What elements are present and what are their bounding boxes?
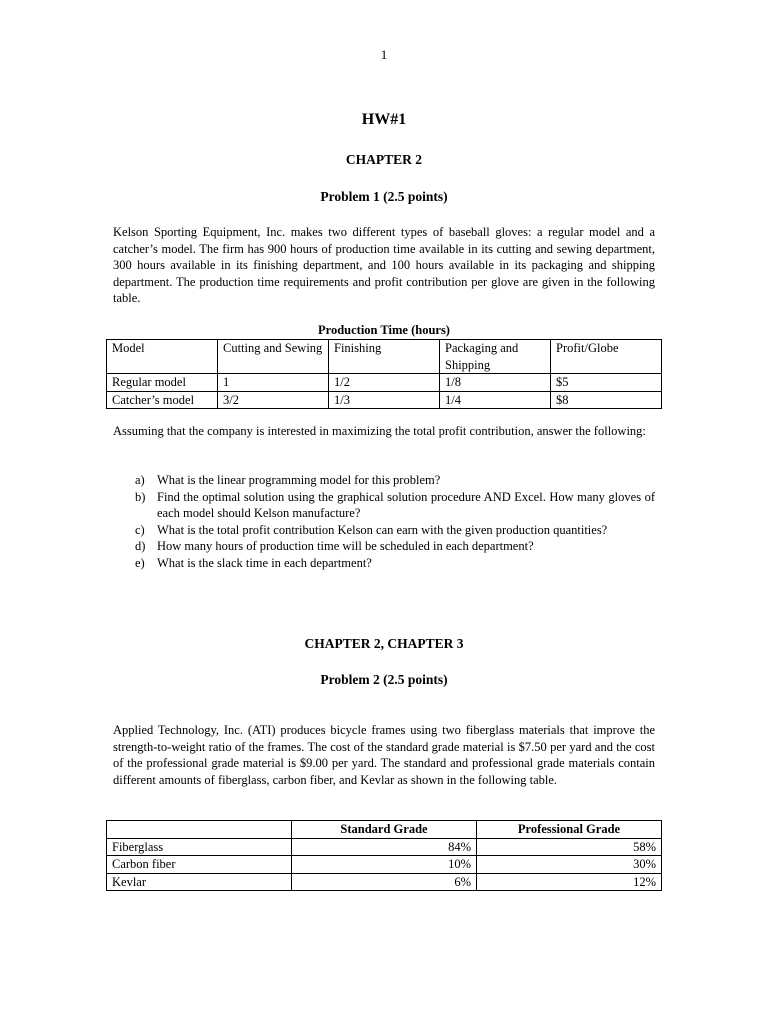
table-cell: 10% bbox=[292, 856, 477, 874]
production-time-table bbox=[106, 339, 662, 409]
list-item-label: a) bbox=[135, 473, 145, 487]
table-cell: Regular model bbox=[107, 374, 218, 392]
header-cell: Standard Grade bbox=[292, 821, 477, 839]
question-list bbox=[135, 472, 655, 571]
materials-table bbox=[106, 820, 662, 891]
list-item bbox=[135, 489, 655, 522]
table-cell: Carbon fiber bbox=[107, 856, 292, 874]
table-cell: Fiberglass bbox=[107, 838, 292, 856]
header-cell: Profit/Globe bbox=[551, 340, 662, 374]
table-cell: 84% bbox=[292, 838, 477, 856]
table-cell: $8 bbox=[551, 391, 662, 409]
table-row bbox=[107, 374, 662, 392]
list-item-label: b) bbox=[135, 489, 146, 504]
section2-problem-heading: Problem 2 (2.5 points) bbox=[320, 672, 448, 687]
list-item-text: How many hours of production time will be scheduled in each department? bbox=[157, 539, 534, 553]
section2-chapter-heading: CHAPTER 2, CHAPTER 3 bbox=[304, 636, 464, 651]
list-item bbox=[135, 522, 655, 539]
table-cell: 1 bbox=[218, 374, 329, 392]
section1-problem-heading: Problem 1 (2.5 points) bbox=[320, 189, 448, 204]
table-cell: Catcher’s model bbox=[107, 391, 218, 409]
list-item-label: c) bbox=[135, 522, 145, 537]
document-title: HW#1 bbox=[361, 111, 407, 128]
table-row bbox=[107, 873, 662, 891]
header-cell: Professional Grade bbox=[477, 821, 662, 839]
header-cell: Model bbox=[107, 340, 218, 374]
table-cell: 3/2 bbox=[218, 391, 329, 409]
table-row bbox=[107, 856, 662, 874]
table-cell: $5 bbox=[551, 374, 662, 392]
list-item-text: Find the optimal solution using the graphical solution procedure AND Excel. How many gloves of each model should Kelson manufacture? bbox=[157, 489, 655, 520]
section1-intro-paragraph: Kelson Sporting Equipment, Inc. makes two different types of baseball gloves: a regular model and a catcher’s model. The firm has 900 hours of production time available in its cutting and sewing department, 300 hours available in its finishing department, and 100 hours available in its packaging and shipping department. The production time requirements and profit contribution per glove are given in the following table. bbox=[113, 225, 655, 305]
question-intro-paragraph: Assuming that the company is interested in maximizing the total profit contribution, answer the following: bbox=[113, 424, 646, 438]
table-cell: 12% bbox=[477, 873, 662, 891]
table-row bbox=[107, 391, 662, 409]
table-cell: 30% bbox=[477, 856, 662, 874]
page-number: 1 bbox=[380, 47, 388, 62]
list-item-text: What is the linear programming model for this problem? bbox=[157, 473, 441, 487]
list-item bbox=[135, 555, 655, 572]
table-header-row bbox=[107, 821, 662, 839]
header-cell: Cutting and Sewing bbox=[218, 340, 329, 374]
header-cell: Packaging and Shipping bbox=[440, 340, 551, 374]
section1-chapter-heading: CHAPTER 2 bbox=[345, 152, 423, 167]
table-cell: 1/4 bbox=[440, 391, 551, 409]
list-item-label: d) bbox=[135, 539, 146, 553]
table-cell: 6% bbox=[292, 873, 477, 891]
list-item-label: e) bbox=[135, 555, 145, 570]
table-row bbox=[107, 838, 662, 856]
list-item-text: What is the slack time in each department? bbox=[157, 555, 372, 570]
list-item bbox=[135, 472, 655, 489]
table-cell: 1/3 bbox=[329, 391, 440, 409]
table-cell: Kevlar bbox=[107, 873, 292, 891]
table-cell: 1/2 bbox=[329, 374, 440, 392]
list-item-text: What is the total profit contribution Kelson can earn with the given production quantities? bbox=[157, 522, 608, 537]
table-cell: 1/8 bbox=[440, 374, 551, 392]
section2-intro-paragraph: Applied Technology, Inc. (ATI) produces bicycle frames using two fiberglass materials that improve the strength-to-weight ratio of the frames. The cost of the standard grade material is $7.50 per yard and the cost of the professional grade material is $9.00 per yard. The standard and professional grade materials contain different amounts of fiberglass, carbon fiber, and Kevlar as shown in the following table. bbox=[113, 723, 655, 787]
table-header-row bbox=[107, 340, 662, 374]
header-cell bbox=[107, 821, 292, 839]
header-cell: Finishing bbox=[329, 340, 440, 374]
list-item bbox=[135, 538, 655, 555]
table-cell: 58% bbox=[477, 838, 662, 856]
production-table-caption: Production Time (hours) bbox=[318, 323, 450, 337]
